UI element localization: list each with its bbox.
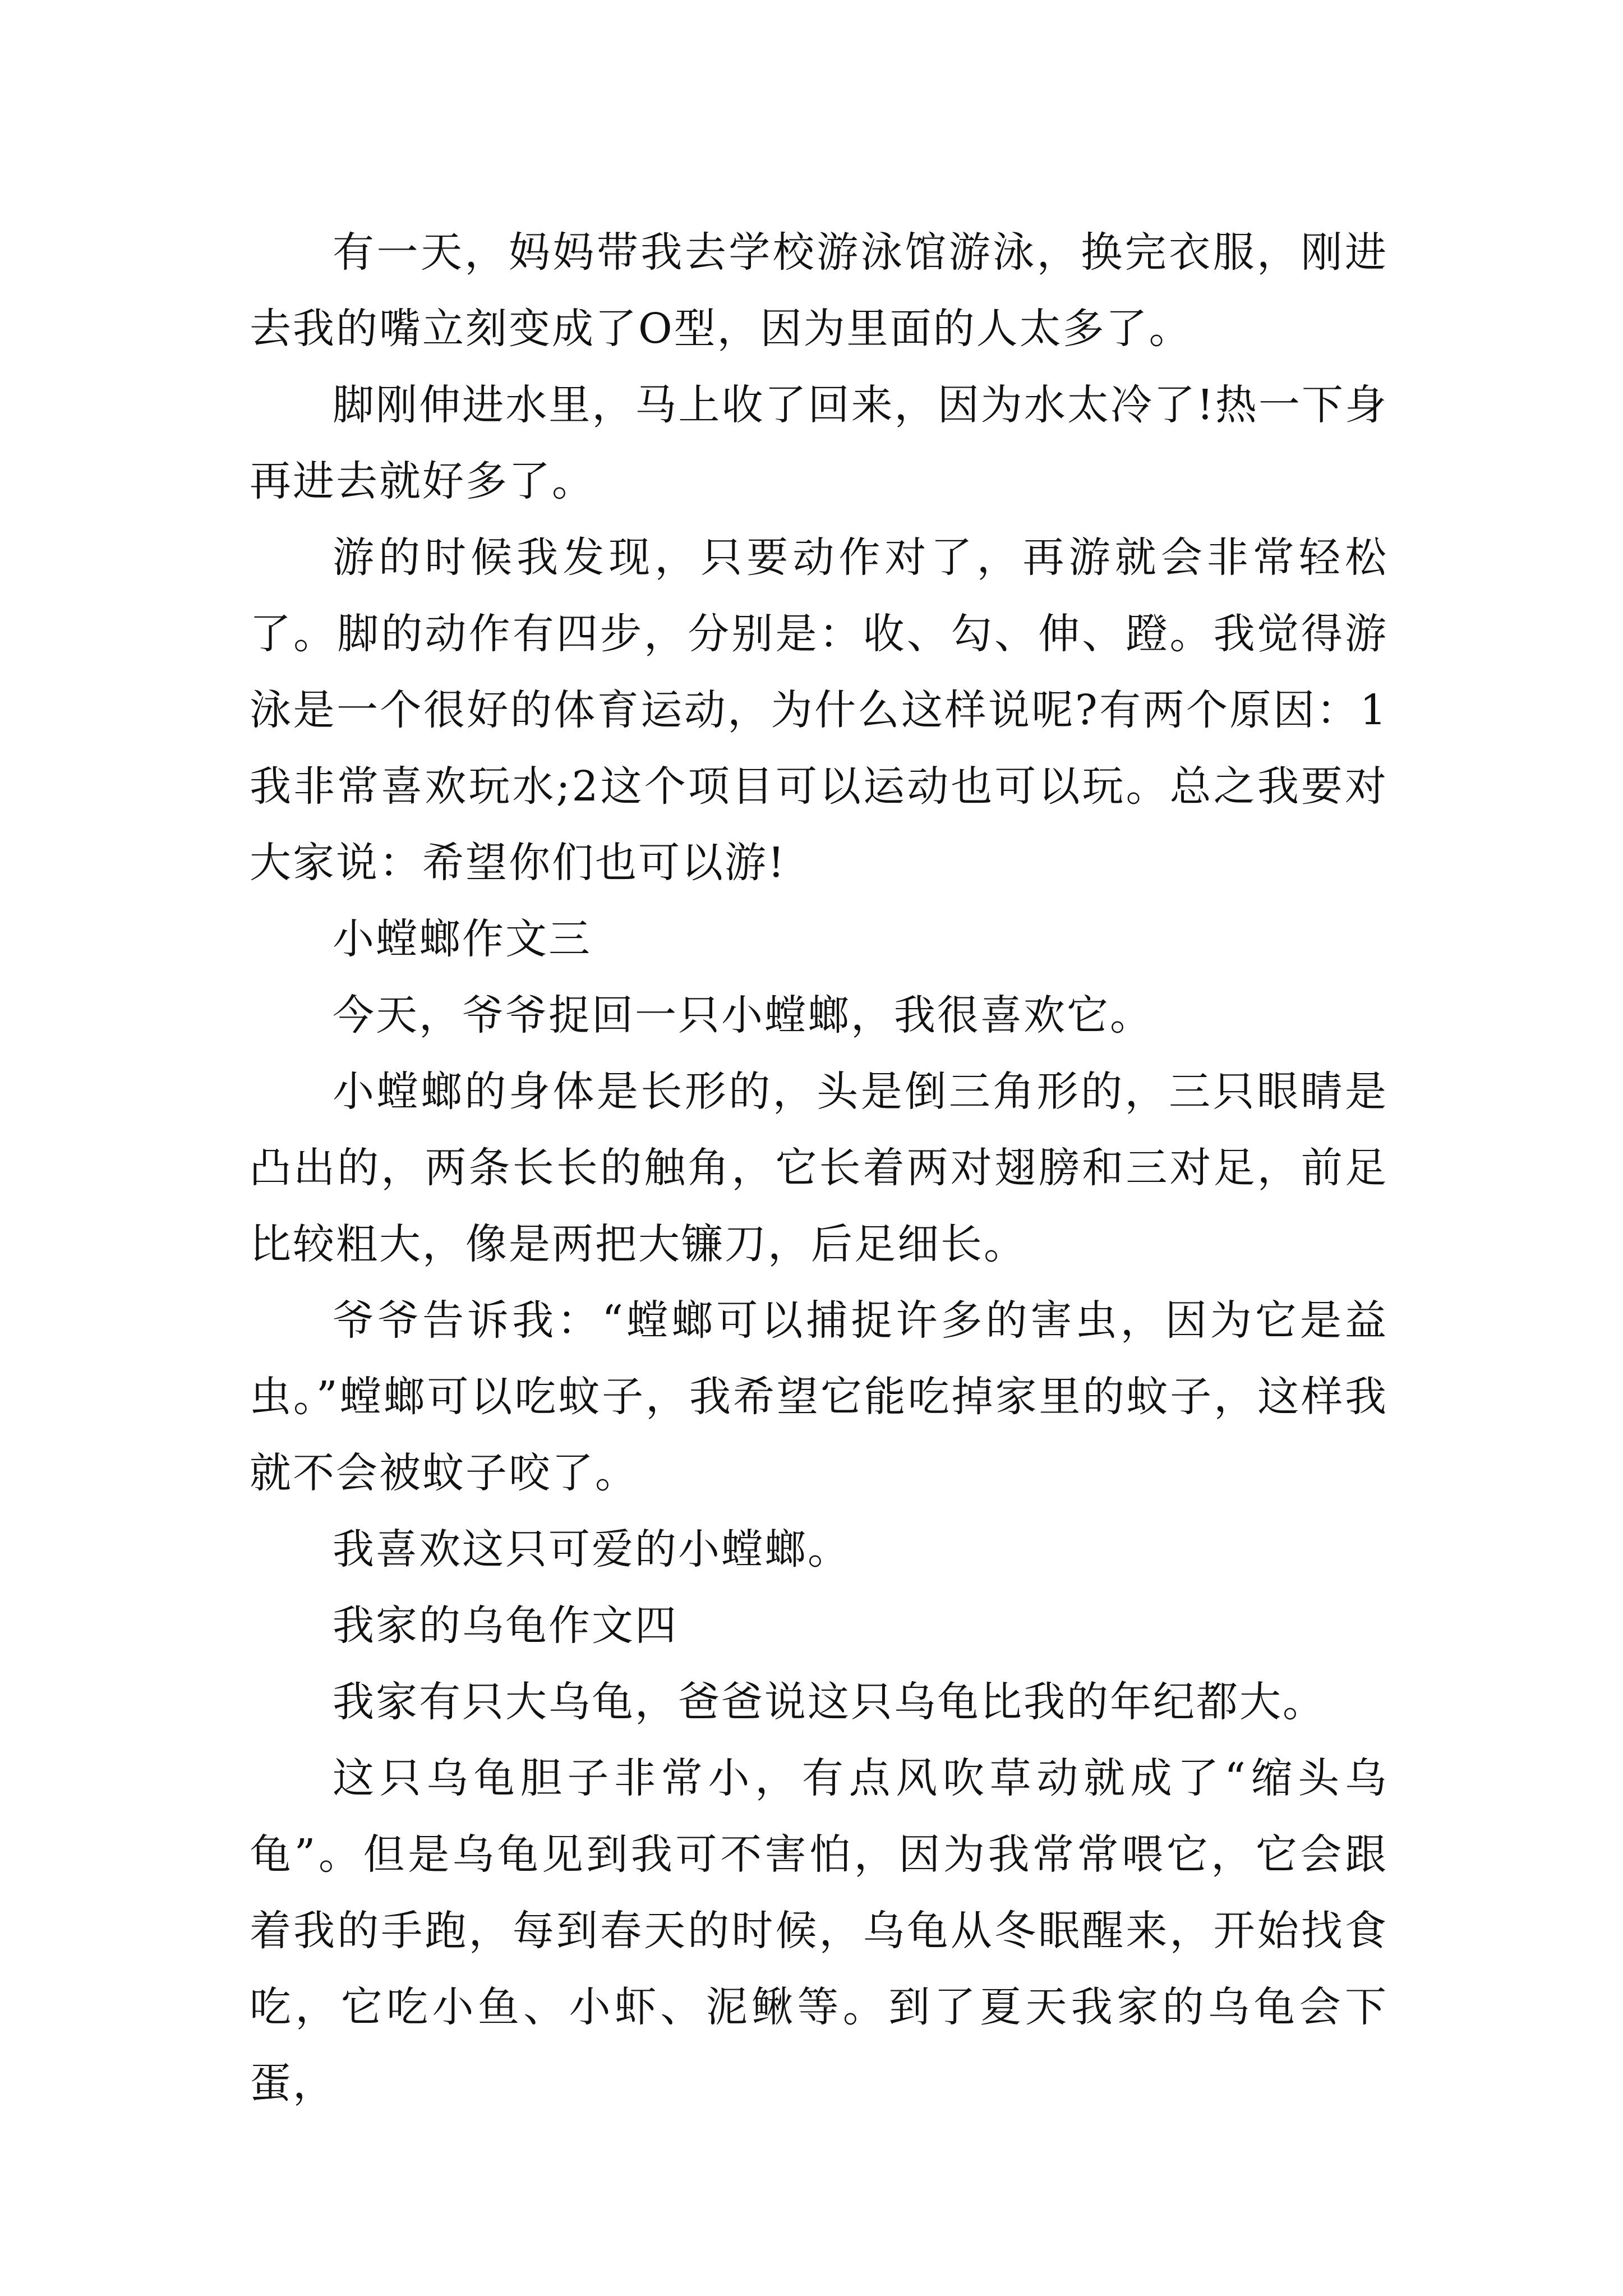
paragraph-mantis-body: 小螳螂的身体是长形的，头是倒三角形的，三只眼睛是凸出的，两条长长的触角，它长着两对翅膀和三对足，前足比较粗大，像是两把大镰刀，后足细长。 bbox=[250, 1068, 1388, 1268]
paragraph-mantis-intro: 今天，爷爷捉回一只小螳螂，我很喜欢它。 bbox=[333, 991, 1153, 1039]
document-body bbox=[250, 214, 1388, 2122]
paragraph-swimming-technique: 游的时候我发现，只要动作对了，再游就会非常轻松了。脚的动作有四步，分别是：收、勾、伸、蹬。我觉得游泳是一个很好的体育运动，为什么这样说呢?有两个原因：1我非常喜欢玩水;2这个项目可以运动也可以玩。总之我要对大家说：希望你们也可以游! bbox=[250, 533, 1388, 887]
paragraph-swimming-intro: 有一天，妈妈带我去学校游泳馆游泳，换完衣服，刚进去我的嘴立刻变成了O型，因为里面的人太多了。 bbox=[250, 228, 1388, 353]
paragraph-turtle-intro: 我家有只大乌龟，爸爸说这只乌龟比我的年纪都大。 bbox=[333, 1678, 1326, 1726]
paragraph-mantis-grandpa: 爷爷告诉我：“螳螂可以捕捉许多的害虫，因为它是益虫。”螳螂可以吃蚊子，我希望它能吃掉家里的蚊子，这样我就不会被蚊子咬了。 bbox=[250, 1296, 1388, 1497]
heading-turtle-essay: 我家的乌龟作文四 bbox=[333, 1602, 678, 1650]
heading-mantis-essay: 小螳螂作文三 bbox=[333, 915, 592, 963]
paragraph-swimming-water: 脚刚伸进水里，马上收了回来，因为水太冷了!热一下身再进去就好多了。 bbox=[250, 381, 1388, 505]
paragraph-mantis-ending: 我喜欢这只可爱的小螳螂。 bbox=[333, 1525, 851, 1573]
paragraph-turtle-body: 这只乌龟胆子非常小，有点风吹草动就成了“缩头乌龟”。但是乌龟见到我可不害怕，因为我常常喂它，它会跟着我的手跑，每到春天的时候，乌龟从冬眠醒来，开始找食吃，它吃小鱼、小虾、泥鳅等。到了夏天我家的乌龟会下蛋， bbox=[250, 1754, 1388, 2108]
